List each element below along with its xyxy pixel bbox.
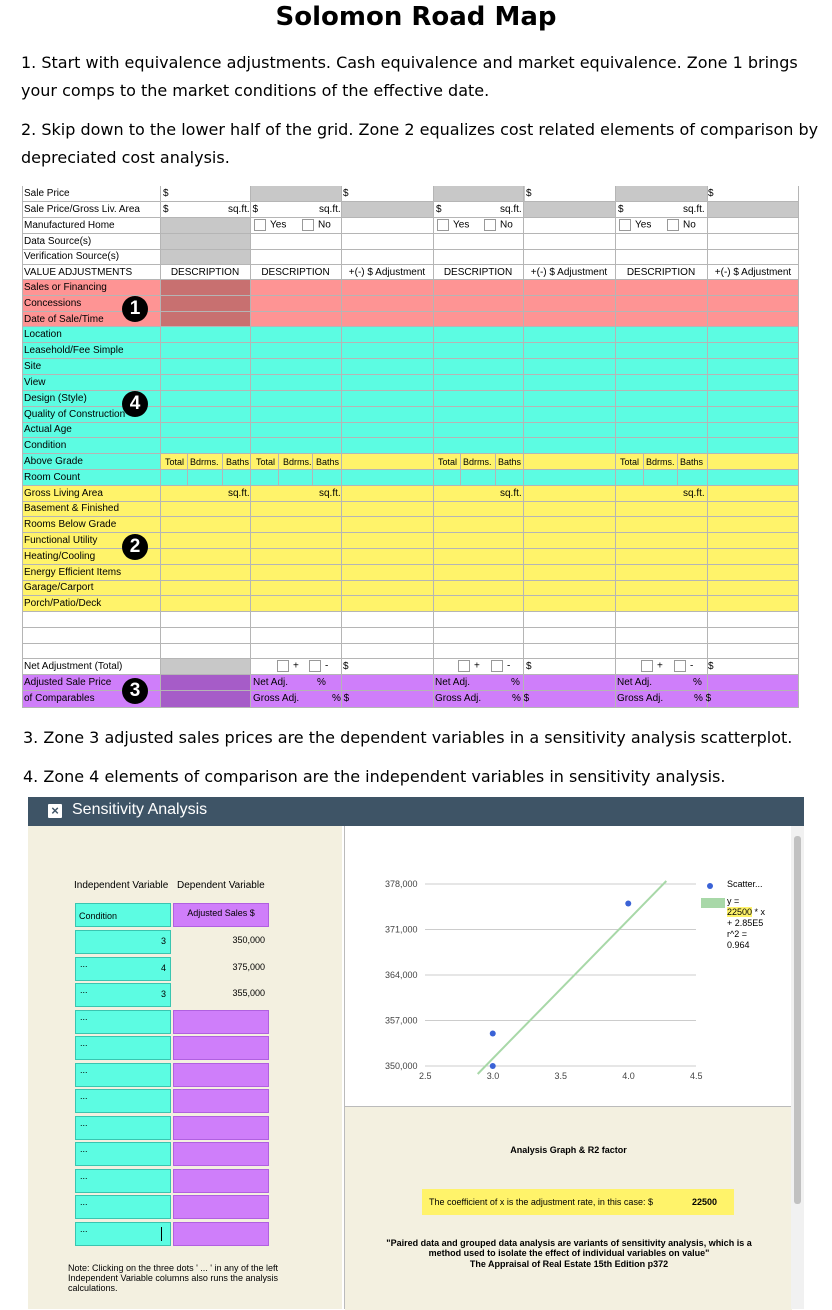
independent-value-cell[interactable]	[75, 1089, 171, 1113]
comp1-bdrms: Bdrms.	[283, 457, 312, 467]
comp3-gla-sqft: sq.ft.	[683, 488, 705, 499]
label-rooms-below: Rooms Below Grade	[24, 519, 117, 530]
dependent-value: 355,000	[232, 988, 265, 998]
panel-header	[28, 797, 804, 826]
label-room-count: Room Count	[24, 472, 81, 483]
label-location: Location	[24, 329, 62, 340]
comp3-total: Total	[620, 457, 640, 467]
step-1-text: 1. Start with equivalence adjustments. Cash equivalence and market equivalence. Zone 1 brings your comps to the market conditions of the effective date.	[21, 53, 798, 100]
label-functional: Functional Utility	[24, 535, 98, 546]
comp1-gla-sqft: sq.ft.	[319, 488, 341, 499]
label-actual-age: Actual Age	[24, 424, 72, 435]
independent-value-cell[interactable]	[75, 983, 171, 1007]
independent-value-cell[interactable]	[75, 1116, 171, 1140]
y-tick-label: 357,000	[385, 1015, 418, 1026]
dependent-value: 375,000	[232, 961, 265, 972]
run-analysis-dots[interactable]: ...	[80, 1144, 88, 1154]
legend-r2-label: r^2 =	[727, 929, 747, 939]
y-tick-label: 364,000	[385, 970, 418, 980]
comp3-gla-dollar: $	[618, 204, 624, 215]
y-tick-label: 371,000	[385, 924, 418, 935]
comp1-baths: Baths	[316, 457, 340, 467]
comp1-net-adj-label: Net Adj.	[253, 677, 289, 688]
label-gla: Gross Living Area	[24, 488, 103, 499]
dependent-column-name[interactable]: Adjusted Sales $	[173, 903, 269, 927]
comp2-gross-adj-label: Gross Adj.	[435, 693, 482, 704]
independent-value-cell[interactable]	[75, 930, 171, 954]
run-analysis-dots[interactable]: ...	[80, 958, 88, 969]
run-analysis-dots[interactable]: ...	[80, 985, 88, 995]
subject-sqft-dollar: sq.ft. $	[228, 204, 259, 215]
comp3-net-adj-label: Net Adj.	[617, 677, 653, 688]
comp1-gross-pct: % $	[332, 693, 350, 704]
dependent-value-cell[interactable]	[173, 1063, 269, 1087]
dependent-value-cell[interactable]	[173, 1222, 269, 1246]
label-heating: Heating/Cooling	[24, 551, 96, 562]
independent-variable-header: Independent Variable	[74, 880, 169, 891]
subject-gla-sqft: sq.ft.	[228, 488, 250, 499]
dependent-value-cell[interactable]	[173, 1116, 269, 1140]
comp1-gross-adj-label: Gross Adj.	[253, 693, 300, 704]
comp3-no[interactable]: No	[667, 219, 696, 231]
comp2-total: Total	[438, 457, 458, 467]
label-site: Site	[24, 361, 42, 372]
label-data-source: Data Source(s)	[24, 236, 92, 247]
dependent-value-cell[interactable]	[173, 1010, 269, 1034]
adjustment-grid	[22, 186, 799, 708]
label-sales-financing: Sales or Financing	[24, 282, 107, 293]
dependent-value-cell[interactable]	[173, 957, 269, 981]
x-tick-label: 3.0	[486, 1071, 500, 1081]
comp2-gla-dollar: $	[436, 204, 442, 215]
scrollbar-thumb[interactable]	[794, 836, 801, 1204]
data-point	[625, 901, 631, 907]
subject-total: Total	[165, 457, 185, 467]
comp3-net-pct: %	[693, 677, 702, 688]
comp1-no[interactable]: No	[302, 219, 331, 231]
independent-value-cell[interactable]	[75, 1063, 171, 1087]
comp3-sqft: sq.ft.	[683, 204, 705, 215]
dependent-value: 350,000	[232, 935, 265, 945]
independent-value-cell[interactable]	[75, 1222, 171, 1246]
text-cursor	[161, 1227, 162, 1241]
run-analysis-dots[interactable]: ...	[80, 1064, 88, 1075]
subject-baths: Baths	[226, 457, 250, 467]
comp3-yes[interactable]: Yes	[619, 219, 651, 231]
x-tick-label: 3.5	[554, 1071, 568, 1081]
variables-pane	[28, 826, 342, 1309]
analysis-pane	[344, 826, 792, 1309]
dependent-value-cell[interactable]	[173, 1169, 269, 1193]
legend-y-eq: y =	[727, 896, 740, 906]
label-design: Design (Style)	[24, 393, 87, 404]
data-point	[490, 1031, 496, 1037]
comp3-minus[interactable]: -	[674, 660, 693, 672]
independent-value: 3	[160, 989, 166, 999]
subject-price-dollar: $	[163, 188, 169, 199]
data-point	[490, 1063, 496, 1069]
label-sale-price: Sale Price	[24, 188, 70, 199]
label-porch: Porch/Patio/Deck	[24, 598, 102, 609]
label-of-comparables: of Comparables	[24, 693, 95, 704]
comp2-net-pct: %	[511, 677, 520, 688]
label-verification: Verification Source(s)	[24, 251, 120, 262]
comp2-yes[interactable]: Yes	[437, 219, 469, 231]
comp2-no[interactable]: No	[484, 219, 513, 231]
dependent-value-cell[interactable]	[173, 930, 269, 954]
comp3-description-header: DESCRIPTION	[626, 267, 696, 278]
comp2-baths: Baths	[498, 457, 522, 467]
run-analysis-dots[interactable]: ...	[80, 1170, 88, 1181]
comp1-net-dollar: $	[343, 661, 349, 672]
label-view: View	[24, 377, 46, 388]
x-tick-label: 4.0	[622, 1071, 635, 1081]
zone-3-marker: 3	[122, 678, 148, 704]
comp2-net-dollar: $	[526, 661, 532, 672]
label-garage: Garage/Carport	[24, 582, 94, 593]
independent-value-cell[interactable]	[75, 1036, 171, 1060]
independent-value-cell[interactable]	[75, 1010, 171, 1034]
label-manufactured: Manufactured Home	[24, 220, 115, 231]
comp3-adjustment-header: +(-) $ Adjustment	[714, 267, 792, 278]
label-above-grade: Above Grade	[24, 456, 83, 467]
label-date-sale: Date of Sale/Time	[24, 314, 104, 325]
zone-2-marker: 2	[122, 534, 148, 560]
legend-r2-value: 0.964	[727, 940, 750, 950]
label-value-adjustments: VALUE ADJUSTMENTS	[24, 267, 133, 278]
y-tick-label: 350,000	[385, 1061, 418, 1071]
legend-trend-swatch	[701, 898, 725, 908]
subject-gla-dollar: $	[163, 204, 169, 215]
label-concessions: Concessions	[24, 298, 82, 309]
label-quality: Quality of Construction	[24, 409, 126, 420]
independent-value: 3	[160, 936, 166, 946]
comp2-plus[interactable]: +	[458, 660, 480, 672]
comp1-minus[interactable]: -	[309, 660, 328, 672]
legend-marker	[707, 883, 713, 889]
step-4-text: 4. Zone 4 elements of comparison are the independent variables in sensitivity analysis.	[23, 767, 726, 786]
independent-value-cell[interactable]	[75, 1195, 171, 1219]
comp1-total: Total	[256, 457, 276, 467]
comp1-sqft: sq.ft.	[319, 204, 341, 215]
run-analysis-dots[interactable]: ...	[80, 1223, 88, 1234]
comp3-gross-pct: % $	[694, 693, 712, 704]
comp3-price-dollar: $	[708, 188, 714, 199]
scatter-chart	[345, 826, 792, 1106]
quote-text: "Paired data and grouped data analysis are variants of sensitivity analysis, which is a method used to isolate the effect of individual variables on value"	[386, 1238, 752, 1258]
label-price-gla: Sale Price/Gross Liv. Area	[24, 204, 140, 215]
run-analysis-dots[interactable]: ...	[80, 1197, 88, 1207]
comp1-price-dollar: $	[343, 188, 349, 199]
comp2-adjustment-header: +(-) $ Adjustment	[530, 267, 608, 278]
comp2-sqft: sq.ft.	[500, 204, 522, 215]
y-tick-label: 378,000	[385, 879, 418, 889]
comp2-gross-pct: % $	[512, 693, 530, 704]
label-adjusted-sale-price: Adjusted Sale Price	[24, 677, 112, 688]
zone-4-marker: 4	[122, 391, 148, 417]
coefficient-note: The coefficient of x is the adjustment rate, in this case: $ 22500	[422, 1189, 734, 1215]
comp3-bdrms: Bdrms.	[646, 457, 675, 467]
dependent-value-cell[interactable]	[173, 983, 269, 1007]
comp1-yes[interactable]: Yes	[254, 219, 286, 231]
dependent-value-cell[interactable]	[173, 1195, 269, 1219]
page-title: Solomon Road Map	[275, 2, 557, 32]
analysis-summary	[345, 1106, 792, 1310]
comp2-price-dollar: $	[526, 188, 532, 199]
comp2-minus[interactable]: -	[491, 660, 510, 672]
comp2-gla-sqft: sq.ft.	[500, 488, 522, 499]
panel-title: Sensitivity Analysis	[72, 801, 208, 818]
comp1-adjustment-header: +(-) $ Adjustment	[348, 267, 426, 278]
step-3-text: 3. Zone 3 adjusted sales prices are the dependent variables in a sensitivity analysis scatterplot.	[23, 728, 793, 747]
legend-series-name: Scatter...	[727, 879, 763, 889]
dependent-value-cell[interactable]	[173, 1089, 269, 1113]
comp3-net-dollar: $	[708, 661, 714, 672]
run-analysis-dots[interactable]: ...	[80, 1117, 88, 1128]
scrollbar-track[interactable]	[791, 826, 804, 1309]
label-basement: Basement & Finished	[24, 503, 120, 514]
independent-value: 4	[160, 962, 166, 973]
x-tick-label: 4.5	[690, 1071, 703, 1081]
comp3-plus[interactable]: +	[641, 660, 663, 672]
close-icon[interactable]: ×	[48, 804, 62, 818]
comp2-description-header: DESCRIPTION	[443, 267, 513, 278]
independent-column-name[interactable]: Condition	[75, 903, 171, 927]
subject-description-header: DESCRIPTION	[170, 267, 240, 278]
run-analysis-dots[interactable]: ...	[80, 1091, 88, 1101]
zone-1-marker: 1	[122, 296, 148, 322]
quote-source: The Appraisal of Real Estate 15th Edition p372	[469, 1259, 669, 1269]
legend-equation: 22500 * x	[727, 907, 766, 917]
comp1-description-header: DESCRIPTION	[261, 267, 330, 278]
independent-value-cell[interactable]	[75, 1169, 171, 1193]
run-analysis-dots[interactable]: ...	[80, 1011, 88, 1022]
label-net-adjustment: Net Adjustment (Total)	[24, 661, 123, 672]
comp2-bdrms: Bdrms.	[463, 457, 492, 467]
comp3-gross-adj-label: Gross Adj.	[617, 693, 664, 704]
label-energy: Energy Efficient Items	[24, 567, 122, 578]
step-2-text: 2. Skip down to the lower half of the grid. Zone 2 equalizes cost related elements of comparison by depreciated cost analysis.	[21, 120, 819, 167]
graph-caption: Analysis Graph & R2 factor	[510, 1145, 627, 1155]
independent-value-cell[interactable]	[75, 957, 171, 981]
comp3-baths: Baths	[680, 457, 704, 467]
comp2-net-adj-label: Net Adj.	[435, 677, 471, 688]
dependent-variable-header: Dependent Variable	[177, 880, 265, 891]
subject-bdrms: Bdrms.	[190, 457, 219, 467]
legend-intercept: + 2.85E5	[727, 918, 764, 928]
comp1-plus[interactable]: +	[277, 660, 299, 672]
independent-value-cell[interactable]	[75, 1142, 171, 1166]
label-condition: Condition	[24, 440, 67, 451]
comp1-net-pct: %	[317, 677, 326, 688]
sensitivity-analysis-panel	[28, 797, 804, 1309]
analysis-note: Note: Clicking on the three dots ' ... ' in any of the left Independent Variable columns also runs the analysis calculations.	[68, 1263, 279, 1293]
label-leasehold: Leasehold/Fee Simple	[24, 345, 124, 356]
dependent-value-cell[interactable]	[173, 1142, 269, 1166]
trend-line	[478, 881, 667, 1074]
x-tick-label: 2.5	[419, 1071, 432, 1081]
run-analysis-dots[interactable]: ...	[80, 1038, 88, 1048]
dependent-value-cell[interactable]	[173, 1036, 269, 1060]
